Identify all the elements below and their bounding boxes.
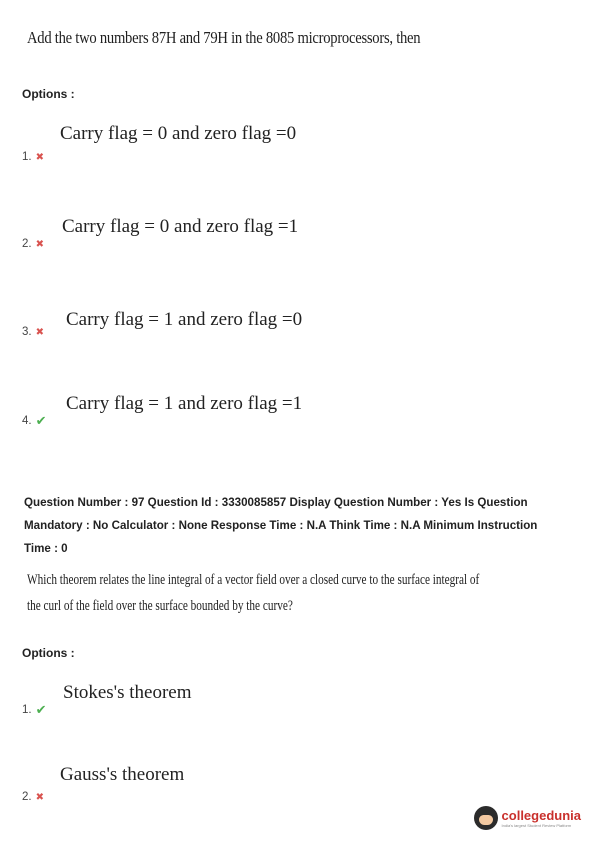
option-number: 2. ✖	[22, 791, 44, 803]
option-text: Stokes's theorem	[63, 682, 192, 703]
option-number: 1. ✖	[22, 151, 44, 163]
question-2-text-line1: Which theorem relates the line integral of a vector field over a closed curve to the surface integral of	[27, 572, 480, 588]
wrong-mark-icon: ✖	[35, 326, 44, 338]
question-metadata: Question Number : 97 Question Id : 3330085857 Display Question Number : Yes Is Question Mandatory : No Calculator : None Response Time : N.A Think Time : N.A Minimum Instruction Time : 0	[24, 496, 538, 555]
logo-name: collegedunia	[501, 808, 581, 823]
question-1-text: Add the two numbers 87H and 79H in the 8085 microprocessors, then	[27, 28, 421, 47]
correct-mark-icon: ✔	[35, 702, 47, 717]
option-number: 3. ✖	[22, 326, 44, 338]
option-text: Carry flag = 0 and zero flag =0	[60, 123, 297, 144]
option-text: Carry flag = 1 and zero flag =1	[66, 393, 303, 414]
option-text: Carry flag = 0 and zero flag =1	[62, 216, 299, 237]
option-number: 1. ✔	[22, 702, 47, 717]
logo-tagline: India's largest Student Review Platform	[501, 823, 572, 828]
correct-mark-icon: ✔	[35, 413, 47, 428]
options-label: Options :	[22, 646, 75, 660]
wrong-mark-icon: ✖	[35, 238, 44, 250]
wrong-mark-icon: ✖	[35, 151, 44, 163]
wrong-mark-icon: ✖	[35, 791, 44, 803]
option-text: Gauss's theorem	[60, 764, 185, 785]
question-2-text-line2: the curl of the field over the surface bounded by the curve?	[27, 598, 293, 614]
mascot-icon	[474, 806, 498, 830]
collegedunia-logo	[474, 806, 581, 830]
option-text: Carry flag = 1 and zero flag =0	[66, 309, 303, 330]
option-number: 2. ✖	[22, 238, 44, 250]
option-number: 4. ✔	[22, 413, 47, 428]
options-label: Options :	[22, 87, 75, 101]
